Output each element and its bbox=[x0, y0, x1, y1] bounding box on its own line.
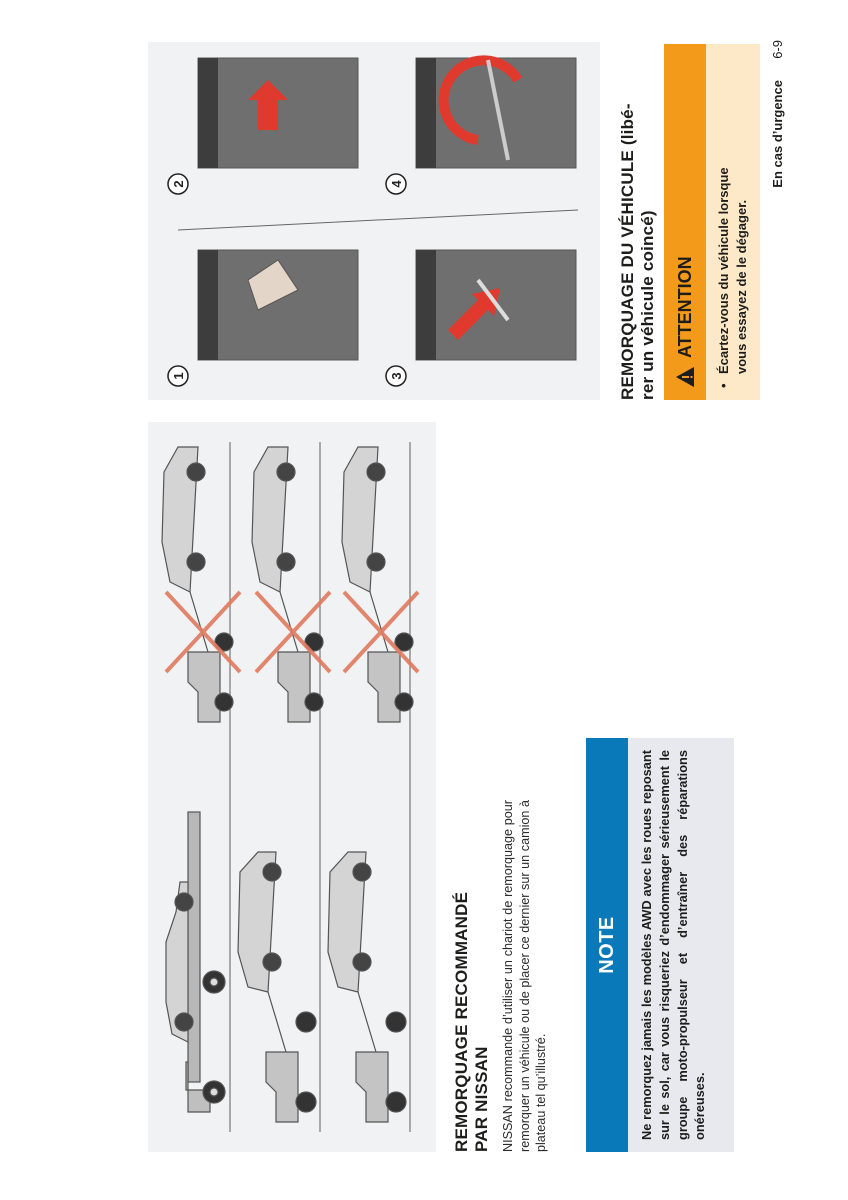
towing-methods-illustration bbox=[148, 422, 436, 1152]
recovery-title-line1: REMORQUAGE DU VÉHICULE (libé- bbox=[618, 103, 637, 400]
note-text: Ne remorquez jamais les modèles AWD avec les roues reposant sur le sol, car vous risqueriez d’endommager sérieusement le groupe moto-propulseur et d’entraîner des réparations onéreuses. bbox=[639, 750, 708, 1140]
attention-heading: ATTENTION bbox=[675, 256, 695, 358]
attention-text-line1: Écartez-vous du véhicule lorsque bbox=[716, 167, 731, 374]
towing-section-title bbox=[452, 832, 492, 1152]
towing-methods-drawing bbox=[148, 422, 436, 1152]
attention-bullet: • bbox=[716, 383, 731, 388]
warning-triangle-icon bbox=[675, 366, 695, 388]
note-box bbox=[586, 738, 734, 1152]
footer-section: En cas d’urgence bbox=[770, 80, 785, 188]
recovery-steps-drawing bbox=[148, 42, 600, 400]
step-1-label: 1 bbox=[171, 372, 186, 380]
towing-title-line1: REMORQUAGE RECOMMANDÉ bbox=[452, 891, 471, 1152]
step-2-label: 2 bbox=[171, 180, 186, 188]
step-3-label: 3 bbox=[389, 372, 404, 380]
attention-text-line2: vous essayez de le dégager. bbox=[734, 199, 749, 374]
attention-box bbox=[664, 44, 760, 400]
towing-title-line2: PAR NISSAN bbox=[472, 1046, 491, 1152]
recovery-section-title bbox=[618, 40, 658, 400]
attention-body bbox=[706, 44, 760, 400]
attention-heading-bar bbox=[664, 44, 706, 400]
recovery-title-line2: rer un véhicule coincé) bbox=[638, 210, 657, 400]
note-heading: NOTE bbox=[586, 738, 628, 1152]
vehicle-recovery-illustration bbox=[148, 42, 600, 400]
towing-paragraph: NISSAN recommande d’utiliser un chariot de remorquage pour remorquer un véhicule ou de placer ce dernier sur un camion à plateau tel qu’illustré. bbox=[501, 800, 548, 1152]
page-footer bbox=[770, 40, 785, 220]
footer-page-number: 6-9 bbox=[770, 40, 785, 59]
step-4-label: 4 bbox=[389, 180, 404, 188]
